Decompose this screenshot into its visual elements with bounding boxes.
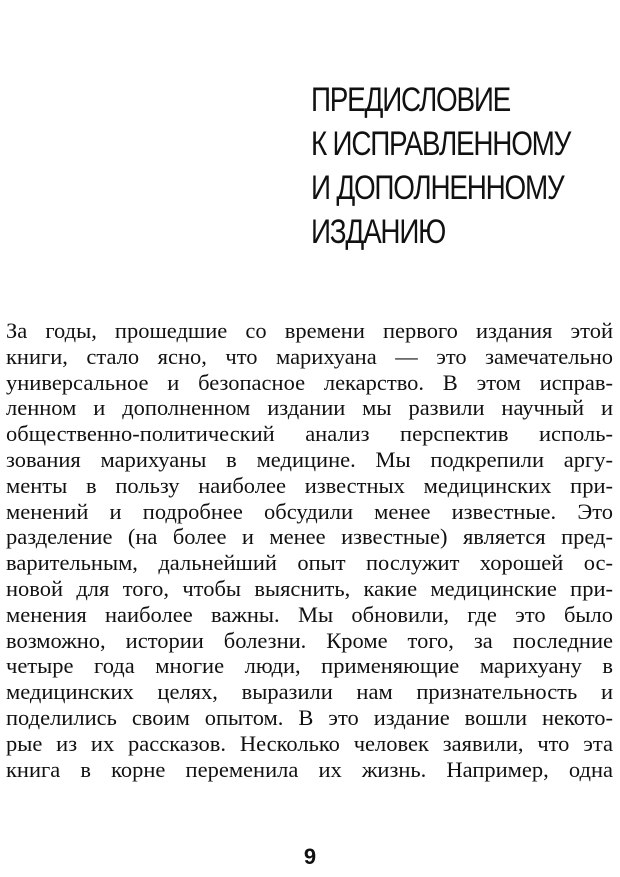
heading-line: К ИСПРАВЛЕННОМУ <box>311 125 571 163</box>
text-line: зования марихуаны в медицине. Мы подкрепили аргу- <box>6 446 613 472</box>
text-line: книги, стало ясно, что марихуана — это замечательно <box>6 343 613 369</box>
text-line: поделились своим опытом. В это издание вошли некото- <box>6 704 613 730</box>
text-line: менты в пользу наиболее известных медицинских при- <box>6 472 613 498</box>
text-line: За годы, прошедшие со времени первого издания этой <box>6 318 613 343</box>
text-line: возможно, истории болезни. Кроме того, за последние <box>6 627 613 653</box>
page-number: 9 <box>303 844 317 869</box>
heading-line: ИЗДАНИЮ <box>311 213 446 251</box>
chapter-heading <box>311 78 571 254</box>
text-line: менения наиболее важны. Мы обновили, где это было <box>6 601 613 627</box>
text-line: ленном и дополненном издании мы развили научный и <box>6 395 613 421</box>
text-line: разделение (на более и менее известные) является пред- <box>6 524 613 550</box>
text-line: варительным, дальнейший опыт послужит хорошей ос- <box>6 550 613 576</box>
body-paragraph <box>6 318 613 782</box>
text-line: медицинских целях, выразили нам признательность и <box>6 679 613 705</box>
text-line: книга в корне переменила их жизнь. Например, одна <box>6 756 613 782</box>
text-line: универсальное и безопасное лекарство. В этом исправ- <box>6 369 613 395</box>
heading-line: ПРЕДИСЛОВИЕ <box>311 81 511 119</box>
text-line: четыре года многие люди, применяющие марихуану в <box>6 653 613 679</box>
text-line: новой для того, чтобы выяснить, какие медицинские при- <box>6 575 613 601</box>
text-line: общественно-политический анализ перспектив исполь- <box>6 421 613 447</box>
text-line: рые из их рассказов. Несколько человек заявили, что эта <box>6 730 613 756</box>
text-line: менений и подробнее обсудили менее известные. Это <box>6 498 613 524</box>
heading-line: И ДОПОЛНЕННОМУ <box>311 169 564 207</box>
